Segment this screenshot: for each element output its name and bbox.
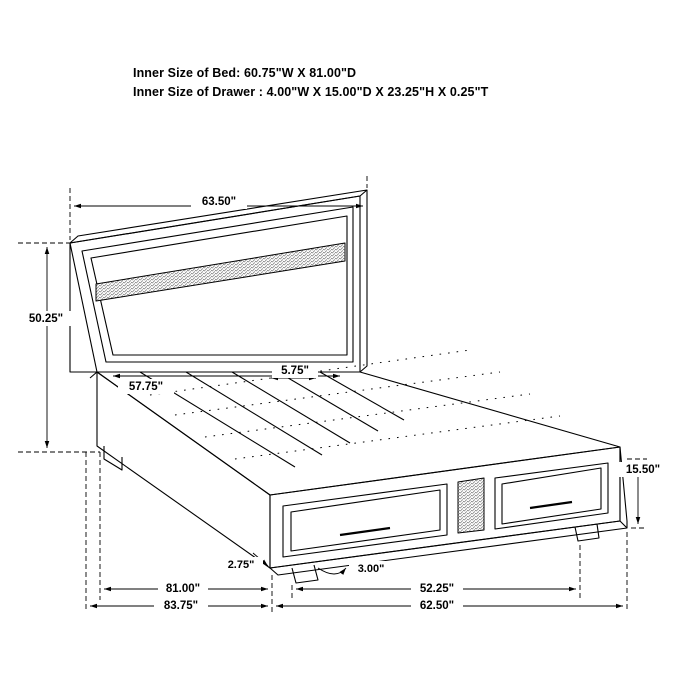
- label-front-inner: 52.25": [419, 583, 455, 595]
- drawer-front-left-inner: [291, 490, 440, 551]
- deck-slat-4: [278, 372, 378, 431]
- footboard-bottom-skirt: [270, 521, 627, 575]
- drawer-front-left: [283, 484, 447, 557]
- spec-line-drawer: Inner Size of Drawer : 4.00"W X 15.00"D X 23.25"H X 0.25"T: [133, 85, 489, 99]
- drawer-pull-left: [340, 528, 390, 535]
- dimension-lines: [18, 176, 647, 612]
- label-rail-height: 5.75": [281, 365, 309, 377]
- spec-line-bed: Inner Size of Bed: 60.75"W X 81.00"D: [133, 66, 357, 80]
- label-headboard-width: 63.50": [201, 196, 237, 208]
- foot-side-left: [104, 446, 122, 470]
- bed-deck-surface: [97, 372, 620, 495]
- label-front-outer: 62.50": [419, 600, 455, 612]
- drawer-pull-right: [530, 502, 572, 508]
- label-panel-width: 57.75": [128, 381, 164, 393]
- drawer-front-right: [495, 463, 608, 529]
- footboard-glitter-divider: [458, 478, 484, 533]
- label-side-outer: 83.75": [163, 600, 199, 612]
- label-footboard-height: 15.50": [625, 464, 661, 476]
- headboard-glitter-strip: [96, 243, 345, 301]
- label-headboard-height: 50.25": [28, 313, 64, 325]
- label-foot-clearance: 3.00": [357, 563, 385, 575]
- label-skirt: 2.75": [227, 559, 255, 571]
- label-side-inner: 81.00": [165, 583, 201, 595]
- deck-slat-5: [320, 372, 404, 420]
- footboard-right-edge: [620, 447, 627, 528]
- headboard-right-edge: [360, 190, 367, 372]
- deck-stitching: [150, 350, 560, 459]
- foot-front-left: [292, 565, 318, 583]
- deck-slat-3: [232, 372, 350, 443]
- side-rail-edge-helper: [90, 372, 97, 378]
- side-rail-left: [97, 372, 270, 568]
